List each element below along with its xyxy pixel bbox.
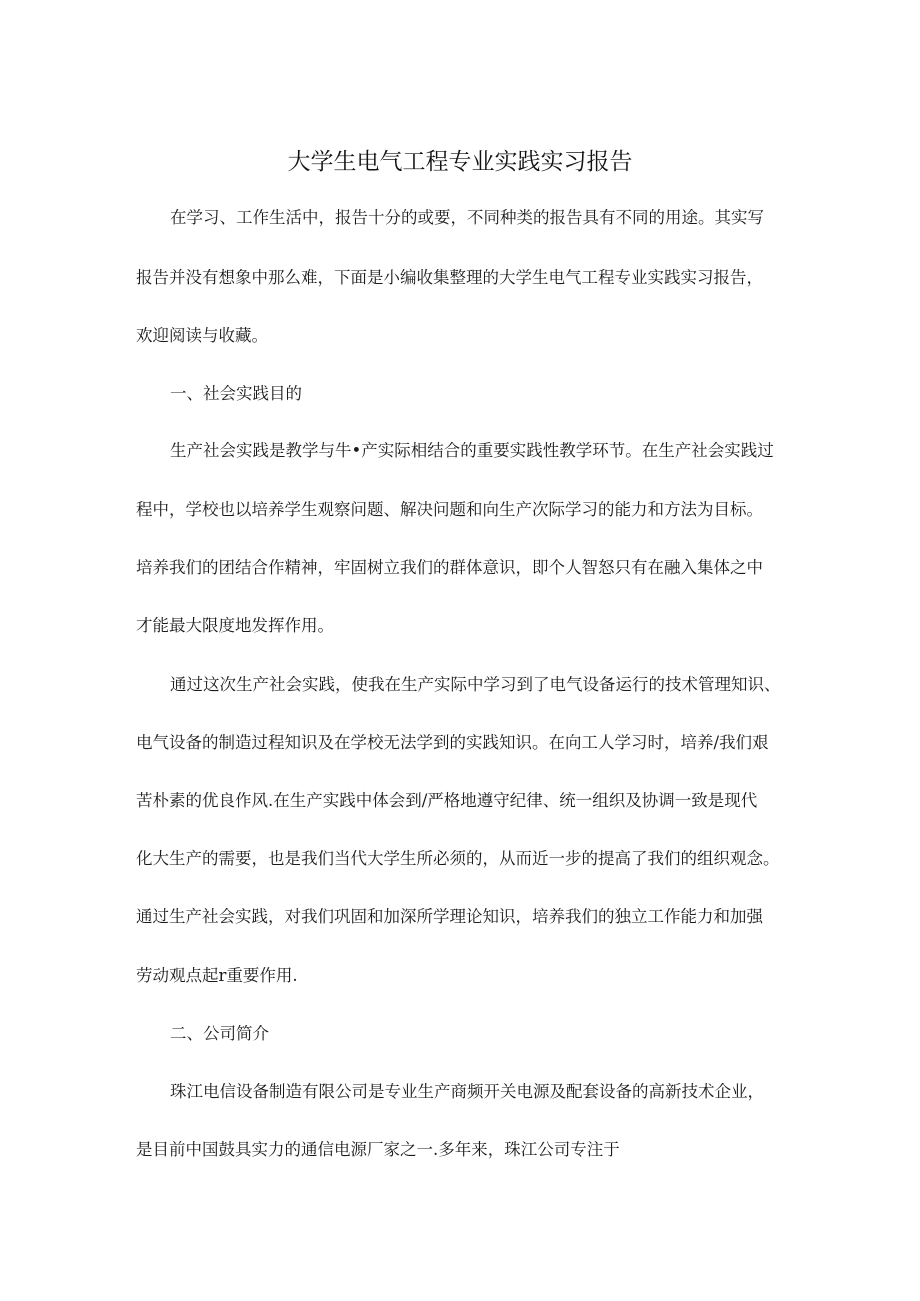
paragraph-line: 劳动观点起r重要作用. xyxy=(136,966,298,985)
paragraph-line: 是目前中国鼓具实力的通信电源厂家之一.多年来，珠江公司专注于 xyxy=(136,1140,620,1159)
paragraph-line: 程中，学校也以培养学生观察问题、解决问题和向生产次际学习的能力和方法为目标。 xyxy=(136,500,763,519)
document-title: 大学生电气工程专业实践实习报告 xyxy=(287,149,633,175)
paragraph-line: 苦朴素的优良作风.在生产实践中体会到/严格地遵守纪律、统一组织及协调一致是现代 xyxy=(136,791,758,810)
section-heading: 一、社会实践目的 xyxy=(170,384,302,403)
paragraph-line: 才能最大限度地发挥作用。 xyxy=(136,616,334,635)
paragraph-line: 在学习、工作生活中，报告十分的或要，不同种类的报告具有不同的用途。其实写 xyxy=(170,208,764,227)
section-heading: 二、公司简介 xyxy=(170,1024,269,1043)
paragraph-line: 化大生产的需要，也是我们当代大学生所必须的，从而近一步的提高了我们的组织观念。 xyxy=(136,849,780,868)
paragraph-line: 珠江电信设备制造有限公司是专业生产商频开关电源及配套设备的高新技术企业， xyxy=(170,1082,764,1101)
paragraph-line: 通过这次生产社会实践，使我在生产实际中学习到了电气设备运行的技术管理知识、 xyxy=(170,675,781,694)
paragraph-line: 培养我们的团结合作精神，牢固树立我们的群体意识，即个人智怒只有在融入集体之中 xyxy=(136,558,763,577)
paragraph-line: 电气设备的制造过程知识及在学校无法学到的实践知识。在向工人学习时，培养/我们艰 xyxy=(136,733,769,752)
paragraph-line: 欢迎阅读与收藏。 xyxy=(136,326,268,345)
paragraph-line: 通过生产社会实践，对我们巩固和加深所学理论知识，培养我们的独立工作能力和加强 xyxy=(136,907,763,926)
paragraph-line: 报告并没有想象中那么难，下面是小编收集整理的大学生电气工程专业实践实习报告， xyxy=(136,268,763,287)
paragraph-line: 生产社会实践是教学与牛•产实际相结合的重要实践性教学环节。在生产社会实践过 xyxy=(170,441,774,460)
